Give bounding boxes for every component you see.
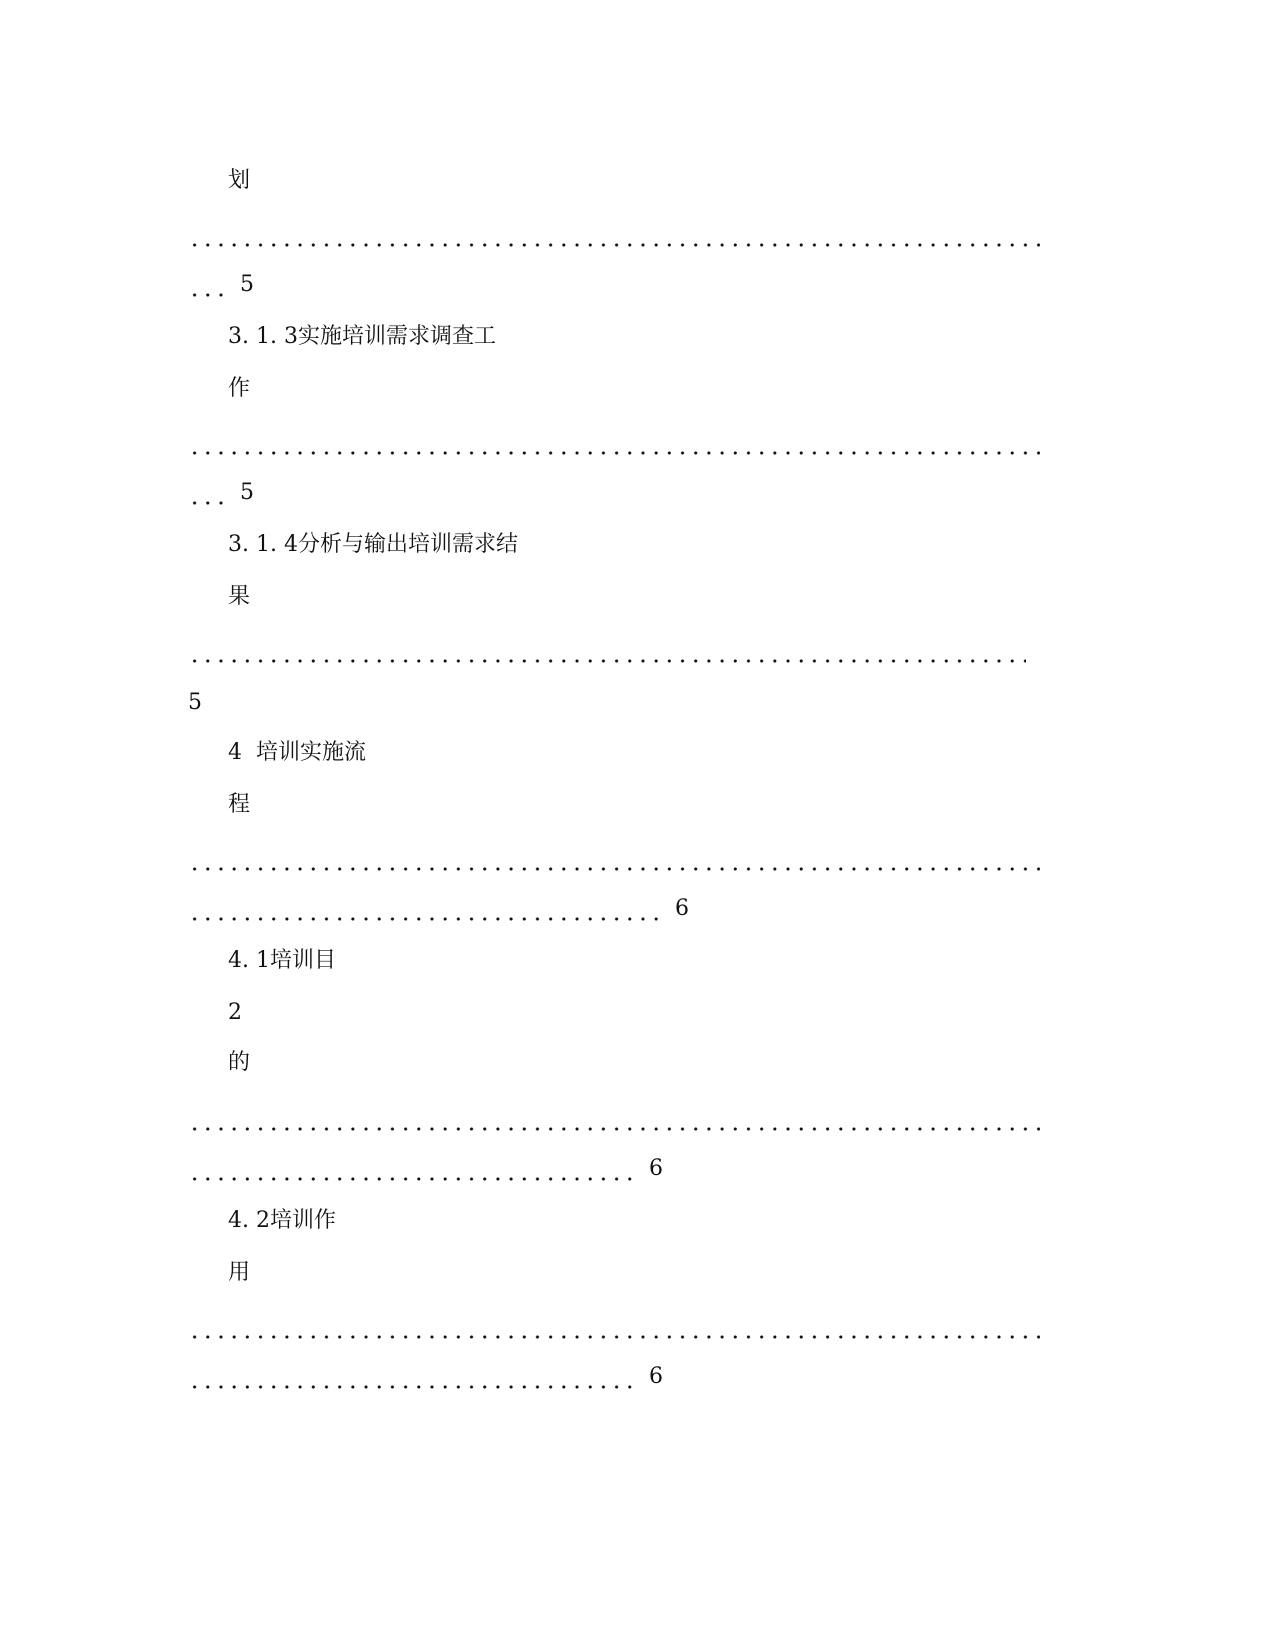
toc-heading-line[interactable]: 4. 2培训作 (228, 1208, 336, 1233)
toc-page-number[interactable]: 5 (240, 480, 254, 505)
toc-heading-line[interactable]: 作 (228, 376, 251, 401)
toc-heading-line[interactable]: 4. 1培训目 (228, 948, 336, 973)
toc-leader-dots (188, 894, 689, 924)
toc-heading-line: 划 (228, 168, 251, 193)
dot-leader (188, 1104, 1040, 1134)
toc-page-number[interactable]: 6 (649, 1156, 663, 1181)
toc-page-number[interactable]: 6 (649, 1364, 663, 1389)
dot-leader (188, 844, 1040, 874)
toc-heading-line[interactable]: 果 (228, 584, 251, 609)
toc-leader-dots (188, 270, 254, 300)
toc-leader-dots (188, 636, 1026, 666)
toc-heading-line[interactable]: 3. 1. 4分析与输出培训需求结 (228, 532, 518, 557)
toc-leader-dots (188, 220, 1040, 250)
toc-leader-dots (188, 844, 1040, 874)
toc-leader-dots (188, 1154, 663, 1184)
toc-leader-dots (188, 478, 254, 508)
toc-heading-line[interactable]: 的 (228, 1050, 251, 1075)
dot-leader (188, 478, 228, 508)
dot-leader (188, 636, 1026, 666)
toc-leader-dots (188, 1104, 1040, 1134)
dot-leader (188, 428, 1040, 458)
toc-leader-dots (188, 1362, 663, 1392)
dot-leader (188, 220, 1040, 250)
toc-leader-dots (188, 428, 1040, 458)
toc-heading-line[interactable]: 3. 1. 3实施培训需求调查工 (228, 324, 496, 349)
dot-leader (188, 270, 228, 300)
toc-page-number[interactable]: 5 (240, 272, 254, 297)
dot-leader (188, 894, 663, 924)
dot-leader (188, 1312, 1040, 1342)
toc-page-number[interactable]: 5 (188, 690, 202, 715)
toc-page-number[interactable]: 6 (675, 896, 689, 921)
toc-heading-line[interactable]: 程 (228, 792, 251, 817)
dot-leader (188, 1362, 637, 1392)
toc-leader-dots (188, 1312, 1040, 1342)
toc-heading-line[interactable]: 用 (228, 1260, 251, 1285)
toc-heading-line[interactable]: 4 培训实施流 (228, 740, 366, 765)
toc-heading-line: 2 (228, 1000, 242, 1025)
dot-leader (188, 1154, 637, 1184)
